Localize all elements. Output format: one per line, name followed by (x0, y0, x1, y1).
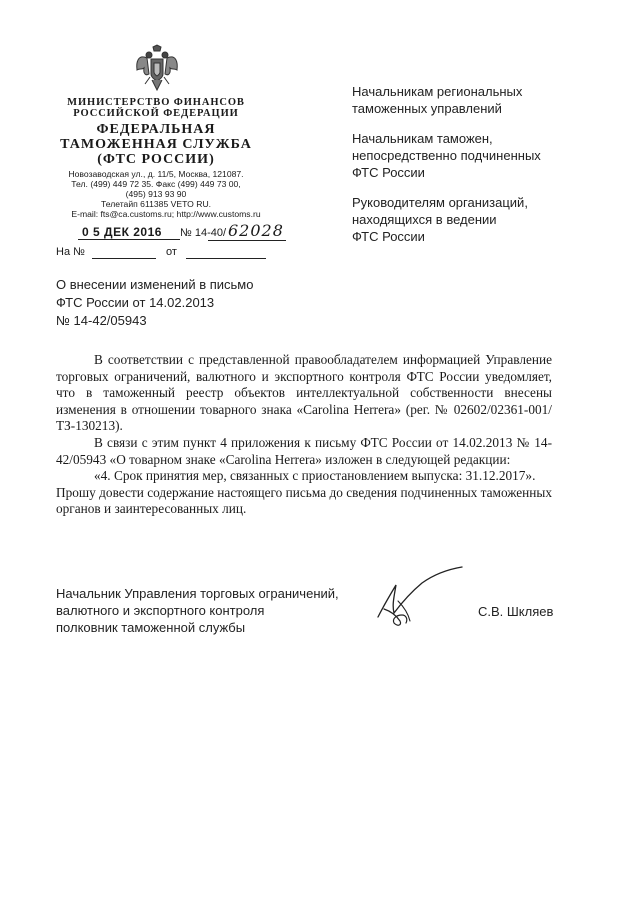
from-date-blank (186, 258, 266, 259)
addressee-2-line1: Начальникам таможен, (352, 131, 493, 146)
registration-number-underline (208, 240, 286, 241)
addressee-group-3 (352, 194, 528, 245)
email-line: E-mail: fts@ca.customs.ru; http://www.customs.ru (71, 209, 261, 219)
addressee-group-1 (352, 83, 522, 117)
addressee-3-line2: находящихся в ведении (352, 212, 497, 227)
from-label: от (166, 246, 177, 258)
subject-line3: № 14-42/05943 (56, 313, 147, 328)
ministry-name-line2: РОССИЙСКОЙ ФЕДЕРАЦИИ (73, 108, 239, 119)
fax-line: (495) 913 93 90 (125, 189, 187, 199)
body-paragraph-1: В соответствии с представленной правообладателем информацией Управление торговых ограничений, валютного и экспортного контроля ФТС России уведомляет, что в таможенный реестр объектов интеллектуальной собственности внесены изменения в отношении товарного знака «Carolina Herrera» (рег. № 02602/02361-001/ТЗ-130213). (56, 352, 552, 434)
addressee-1-line2: таможенных управлений (352, 101, 502, 116)
signatory-position (56, 585, 339, 636)
address-line: Новозаводская ул., д. 11/5, Москва, 121087. (68, 169, 244, 179)
service-name-line2: ТАМОЖЕННАЯ СЛУЖБА (60, 137, 252, 152)
addressee-3-line1: Руководителям организаций, (352, 195, 528, 210)
phone-fax-line: Тел. (499) 449 72 35. Факс (499) 449 73 00, (71, 179, 241, 189)
subject-line2: ФТС России от 14.02.2013 (56, 295, 215, 310)
teletype-line: Телетайп 611385 VETO RU. (100, 199, 212, 209)
on-number-blank (92, 258, 156, 259)
signatory-name: С.В. Шкляев (478, 604, 554, 619)
handwritten-signature (370, 565, 470, 635)
body-paragraph-2: В связи с этим пункт 4 приложения к письму ФТС России от 14.02.2013 № 14-42/05943 «О товарном знаке «Carolina Herrera» изложен в следующей редакции: (56, 434, 552, 467)
signatory-line2: валютного и экспортного контроля (56, 603, 265, 618)
ministry-name-line1: МИНИСТЕРСТВО ФИНАНСОВ (67, 97, 245, 108)
service-abbreviation: (ФТС РОССИИ) (97, 152, 215, 167)
addressee-1-line1: Начальникам региональных (352, 84, 523, 99)
registration-date: 0 5 ДЕК 2016 (78, 225, 180, 240)
registration-number-prefix: № 14-40/ (180, 227, 227, 239)
subject-line1: О внесении изменений в письмо (56, 277, 254, 292)
on-number-label: На № (56, 246, 85, 258)
addressee-2-line2: непосредственно подчиненных (352, 148, 541, 163)
addressee-group-2 (352, 130, 541, 181)
body-paragraph-3: «4. Срок принятия мер, связанных с приостановлением выпуска: 31.12.2017». (94, 468, 536, 484)
reference-line (56, 246, 286, 262)
letter-subject (56, 276, 253, 330)
registration-number-handwritten: 62028 (228, 221, 284, 240)
coat-of-arms-emblem (134, 44, 180, 94)
addressee-2-line3: ФТС России (352, 165, 425, 180)
registration-line (56, 223, 286, 243)
body-paragraph-4: Прошу довести содержание настоящего письма до сведения подчиненных таможенных органов и заинтересованных лиц. (56, 484, 552, 517)
signatory-line1: Начальник Управления торговых ограничений, (56, 586, 339, 601)
addressee-3-line3: ФТС России (352, 229, 425, 244)
letter-body (56, 352, 552, 518)
service-name-line1: ФЕДЕРАЛЬНАЯ (96, 122, 216, 137)
signatory-line3: полковник таможенной службы (56, 620, 246, 635)
